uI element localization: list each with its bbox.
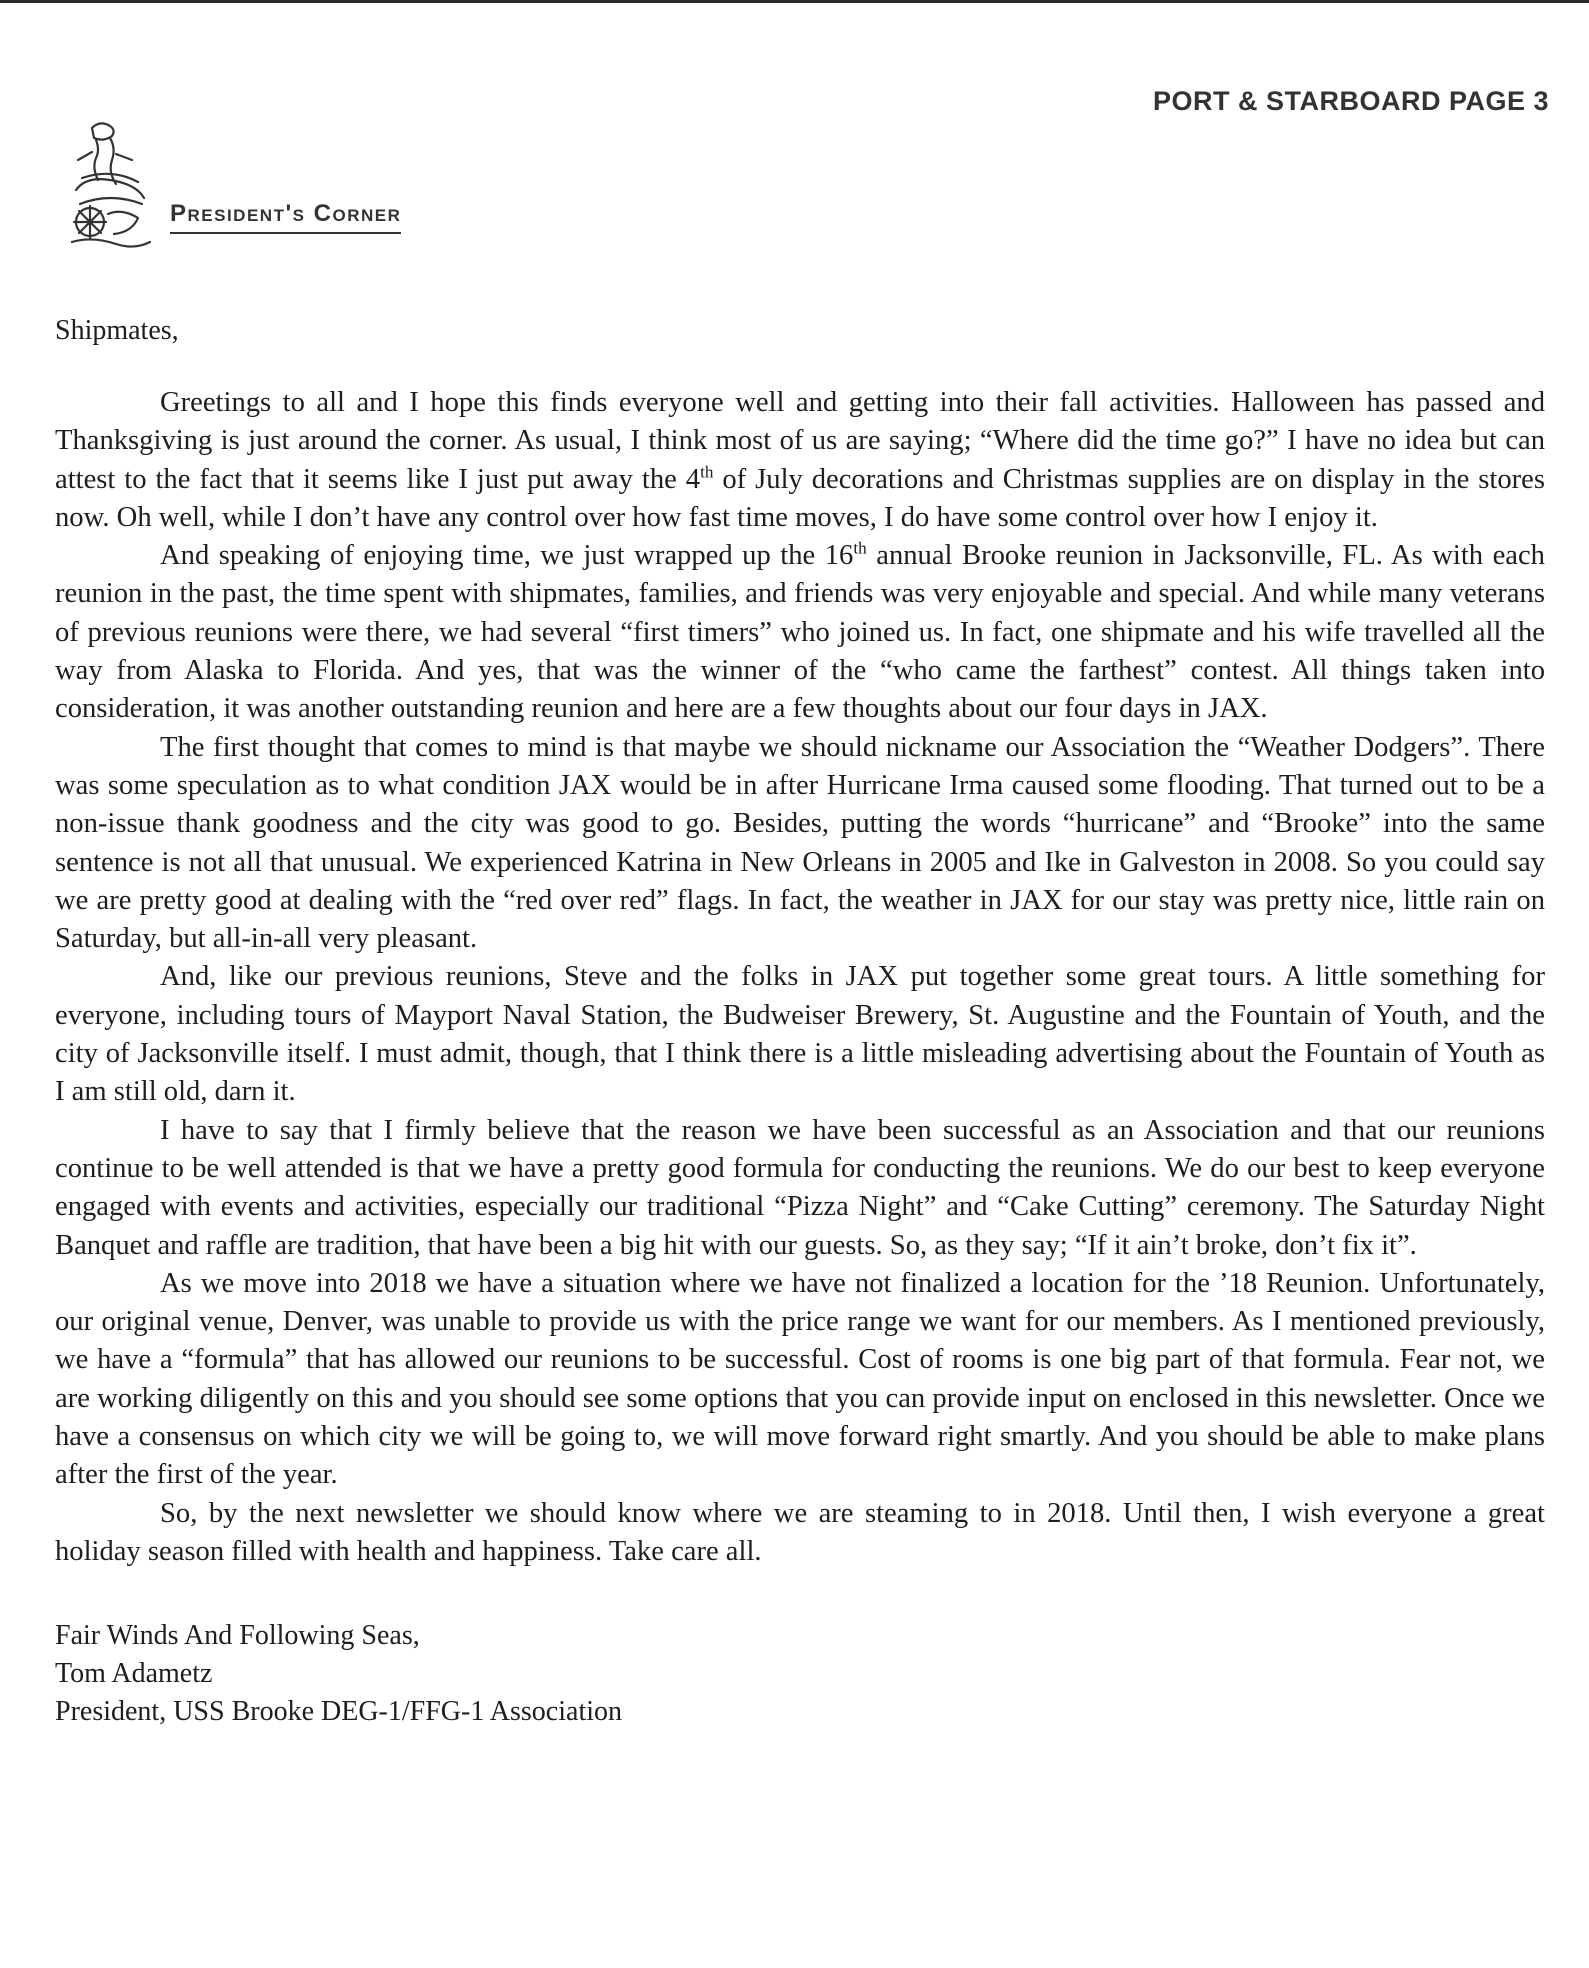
paragraph-4: And, like our previous reunions, Steve and the folks in JAX put together some great tours. A little something for everyone, including tours of Mayport Naval Station, the Budweiser Brewery, St. Augustine and the Fountain of Youth, and the city of Jacksonville itself. I must admit, though, that I think there is a little misleading advertising about the Fountain of Youth as I am still old, darn it. xyxy=(55,961,1545,1108)
sign-off: Fair Winds And Following Seas, xyxy=(55,1620,420,1652)
signer-title: President, USS Brooke DEG-1/FFG-1 Association xyxy=(55,1696,622,1728)
sailor-at-helm-icon xyxy=(62,118,162,250)
paragraph-1: Greetings to all and I hope this finds everyone well and getting into their fall activities. Halloween has passed and Thanksgiving is just around the corner. As usual, I think most of us are saying; “Where did the time go?” I have no idea but can attest to the fact that it seems like I just put away the 4th of July decorations and Christmas supplies are on display in the stores now. Oh well, while I don’t have any control over how fast time moves, I do have some control over how I enjoy it. xyxy=(55,387,1545,533)
paragraph-2: And speaking of enjoying time, we just wrapped up the 16th annual Brooke reunion in Jacksonville, FL. As with each reunion in the past, the time spent with shipmates, families, and friends was very enjoyable and special. And while many veterans of previous reunions were there, we had several “first timers” who joined us. In fact, one shipmate and his wife travelled all the way from Alaska to Florida. And yes, that was the winner of the “who came the farthest” contest. All things taken into consideration, it was another outstanding reunion and here are a few thoughts about our four days in JAX. xyxy=(55,538,1545,725)
column-title: President's Corner xyxy=(170,200,401,234)
paragraph-3: The first thought that comes to mind is that maybe we should nickname our Association the “Weather Dodgers”. There was some speculation as to what condition JAX would be in after Hurricane Irma caused some flooding. That turned out to be a non-issue thank goodness and the city was good to go. Besides, putting the words “hurricane” and “Brooke” into the same sentence is not all that unusual. We experienced Katrina in New Orleans in 2005 and Ike in Galveston in 2008. So you could say we are pretty good at dealing with the “red over red” flags. In fact, the weather in JAX for our stay was pretty nice, little rain on Saturday, but all-in-all very pleasant. xyxy=(55,731,1545,955)
paragraph-7: So, by the next newsletter we should know where we are steaming to in 2018. Until then, I wish everyone a great holiday season filled with health and happiness. Take care all. xyxy=(55,1497,1545,1567)
paragraph-5: I have to say that I firmly believe that the reason we have been successful as an Association and that our reunions continue to be well attended is that we have a pretty good formula for conducting the reunions. We do our best to keep everyone engaged with events and activities, especially our traditional “Pizza Night” and “Cake Cutting” ceremony. The Saturday Night Banquet and raffle are tradition, that have been a big hit with our guests. So, as they say; “If it ain’t broke, don’t fix it”. xyxy=(55,1114,1545,1261)
signer-name: Tom Adametz xyxy=(55,1658,213,1690)
paragraph-6: As we move into 2018 we have a situation where we have not finalized a location for the ’18 Reunion. Unfortunately, our original venue, Denver, was unable to provide us with the price range we want for our members. As I mentioned previously, we have a “formula” that has allowed our reunions to be successful. Cost of rooms is one big part of that formula. Fear not, we are working diligently on this and you should see some options that you can provide input on enclosed in this newsletter. Once we have a consensus on which city we will be going to, we will move forward right smartly. And you should be able to make plans after the first of the year. xyxy=(55,1267,1545,1491)
page-header-label: PORT & STARBOARD PAGE 3 xyxy=(1152,86,1549,116)
salutation: Shipmates, xyxy=(55,315,179,346)
signature-block xyxy=(55,1617,1545,1731)
top-border-line xyxy=(0,0,1589,3)
letter-body xyxy=(55,312,1545,1731)
